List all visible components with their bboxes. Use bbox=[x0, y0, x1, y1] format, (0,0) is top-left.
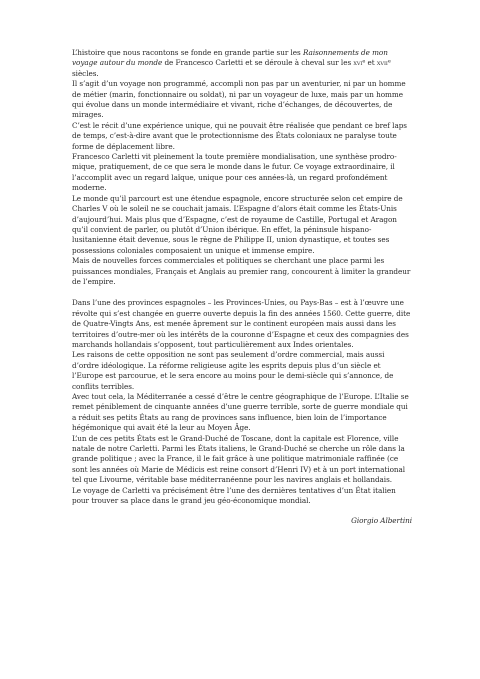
intro-conj: et bbox=[365, 58, 377, 68]
intro-text-mid: de Francesco Carletti et se déroule à cheval sur les bbox=[162, 58, 354, 68]
paragraph-provinces: Dans l’une des provinces espagnoles – les Provinces-Unies, ou Pays-Bas – est à l’œuvre une révolte qui s’est changée en guerre ouverte depuis la fin des années 1560. Cette guerre, dite de Quatre-Vingts Ans, est menée âprement sur le continent européen mais aussi dans les territoires d’outre-mer où les intérêts de la couronne d’Espagne et ceux des compagnies des marchands hollandais s’opposent, tout particulièrement aux Indes orientales. bbox=[72, 298, 411, 349]
paragraph-toscane: L’un de ces petits États est le Grand-Duché de Toscane, dont la capitale est Florence, ville natale de notre Carletti. Parmi les États italiens, le Grand-Duché se cherche un rôle dans la grande politique ; avec la France, il le fait grâce à une politique matrimoniale raffinée (ce sont les années où Marie de Médicis est reine consort d’Henri IV) et à un port international tel que Livourne, véritable base méditerranéenne pour les navires anglais et hollandais. bbox=[72, 433, 406, 485]
author-signature: Giorgio Albertini bbox=[351, 516, 412, 526]
intro-text-end: siècles. bbox=[72, 68, 99, 78]
book-title: Raisonnements de mon voyage autour du monde bbox=[72, 48, 388, 68]
paragraph-experience: C’est le récit d’une expérience unique, qui ne pouvait être réalisée que pendant ce bref laps de temps, c’est-à-dire avant que le protectionnisme des États coloniaux ne paralyse toute forme de déplacement libre. bbox=[72, 120, 407, 151]
paragraph-mediterranee: Avec tout cela, la Méditerranée a cessé d’être le centre géographique de l’Europe. L’Italie se remet péniblement de cinquante années d’une guerre terrible, sorte de guerre mondiale qui a réduit ses petits États au rang de provinces sans influence, bien loin de l’importance hégémonique qui avait été la leur au Moyen Âge. bbox=[72, 392, 409, 433]
paragraph-raisons: Les raisons de cette opposition ne sont pas seulement d’ordre commercial, mais aussi d’ordre idéologique. La réforme religieuse agite les esprits depuis plus d’un siècle et l’Europe est parcourue, et le sera encore au moins pour le demi-siècle qui s’annonce, de conflits terribles. bbox=[72, 350, 394, 391]
century-16-sup: e bbox=[362, 59, 366, 66]
intro-text-start: L’histoire que nous racontons se fonde en grande partie sur les bbox=[72, 48, 303, 57]
paragraph-forces: Mais de nouvelles forces commerciales et politiques se cherchant une place parmi les puissances mondiales, Français et Anglais au premier rang, concourent à limiter la grandeur de l’empire. bbox=[72, 256, 411, 286]
body-text bbox=[72, 48, 412, 534]
century-16: xvi bbox=[353, 58, 363, 68]
paragraph-intro bbox=[72, 48, 412, 79]
paragraph-conclusion: Le voyage de Carletti va précisément être l’une des dernières tentatives d’un État italien pour trouver sa place dans le grand jeu géo-économique mondial. bbox=[72, 485, 396, 506]
paragraph-espagne: Le monde qu’il parcourt est une étendue espagnole, encore structurée selon cet empire de Charles V où le soleil ne se couchait jamais. L’Espagne d’alors était comme les États-Unis d’aujourd’hui. Mais plus que d’Espagne, c’est de royaume de Castille, Portugal et Aragon qu’il convient de parler, ou plutôt d’Union ibérique. En effet, la péninsule hispano-lusitanienne était devenue, sous le règne de Philippe II, union dynastique, et toutes ses possessions coloniales composaient un unique et immense empire. bbox=[72, 193, 403, 255]
paragraph-voyage: Il s’agit d’un voyage non programmé, accompli non pas par un aventurier, ni par un homme de métier (marin, fonctionnaire ou soldat), ni par un voyageur de luxe, mais par un homme qui évolue dans un monde intermédiaire et vivant, riche d’échanges, de découvertes, de mirages. bbox=[72, 79, 406, 120]
century-17: xvii bbox=[376, 58, 388, 68]
century-17-sup: e bbox=[387, 59, 391, 66]
paragraph-mondialisation: Francesco Carletti vit pleinement la toute première mondialisation, une synthèse prodromique, pratiquement, de ce que sera le monde dans le futur. Ce voyage extraordinaire, il l’accomplit avec un regard laïque, unique pour ces années-là, un regard profondément moderne. bbox=[72, 152, 397, 193]
section-divider bbox=[72, 287, 412, 298]
